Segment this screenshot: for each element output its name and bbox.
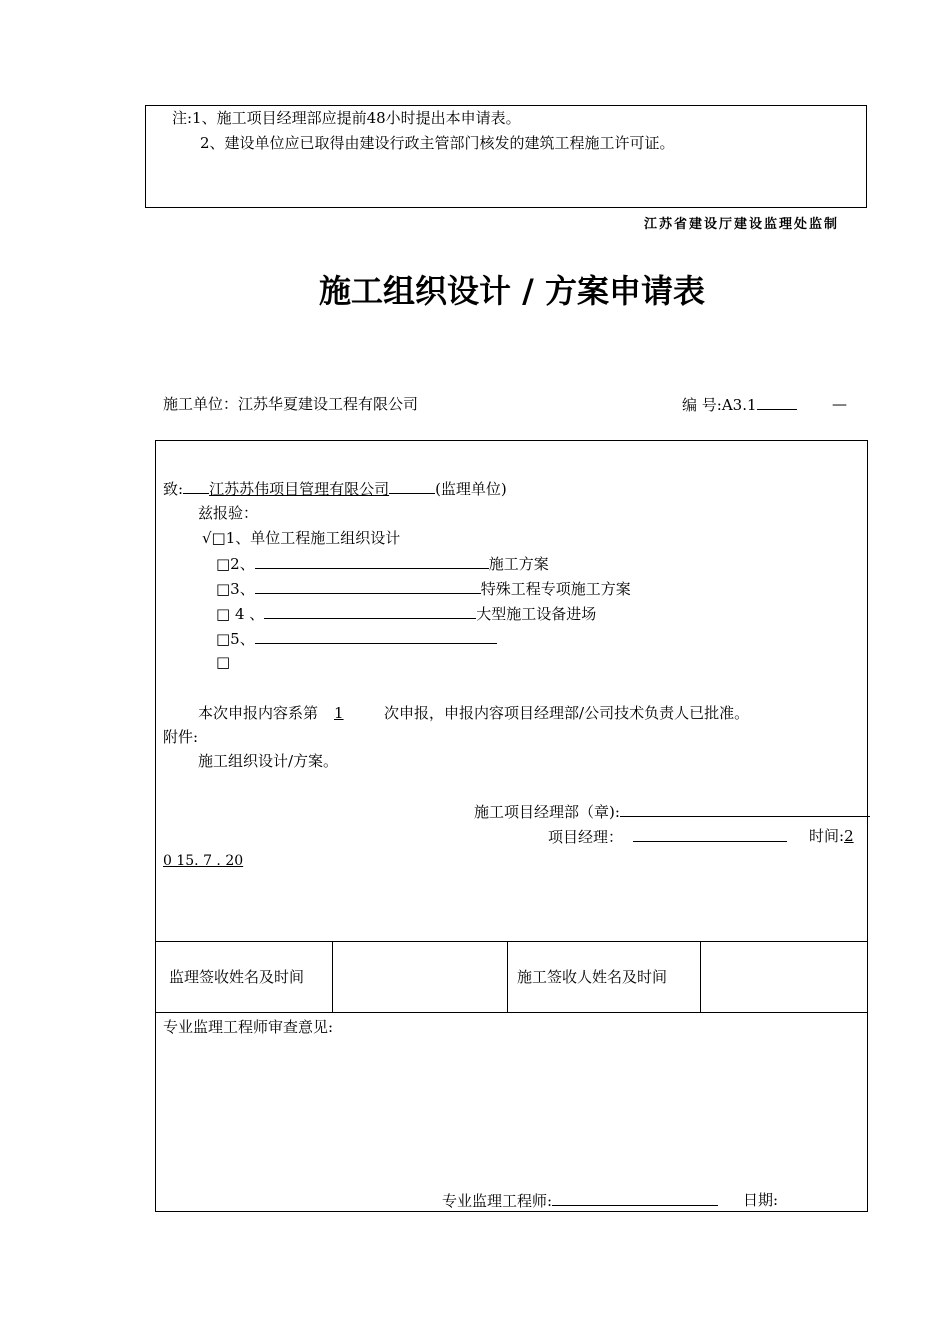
time-rest: 0 15. 7 . 20 [163,853,244,869]
review-opinion-area[interactable] [160,1040,860,1180]
time-value [163,852,251,870]
form-number-label: 编 号:A3.1 [682,396,757,414]
page-title: 施工组织设计 / 方案申请表 [319,272,705,310]
declaration-count[interactable]: 1 [334,704,344,722]
review-opinion-label: 专业监理工程师审查意见: [163,1018,334,1036]
to-suffix: (监理单位) [435,480,507,498]
item-4-blank[interactable] [264,603,476,619]
submit-text: 兹报验： [198,504,259,522]
item-4-checkbox[interactable]: □ 4 、 [216,605,265,623]
project-dept-line [474,801,870,822]
project-dept-label: 施工项目经理部（章): [474,803,620,821]
supervisor-sign-label: 监理签收姓名及时间 [169,968,305,986]
sign-row-divider-2 [507,941,508,1012]
manager-label: 项目经理： [548,828,624,846]
item-2-checkbox[interactable]: □2、 [216,555,255,573]
construction-sign-field[interactable] [702,943,866,1011]
declaration-prefix: 本次申报内容系第 [198,704,319,722]
engineer-field[interactable] [552,1190,718,1206]
declaration-suffix: 次申报，申报内容项目经理部/公司技术负责人已批准。 [384,704,750,722]
attachment-label: 附件: [163,728,199,746]
item-3-label: 特殊工程专项施工方案 [480,580,631,598]
to-line [163,478,507,499]
supervisor-sign-field[interactable] [334,943,506,1011]
item-3 [216,578,631,599]
manager-field[interactable] [633,826,787,842]
item-5 [216,628,497,649]
item-2-blank[interactable] [255,553,489,569]
engineer-line [442,1190,718,1211]
time-first-char: 2 [844,827,854,845]
note-line-2: 2、建设单位应已取得由建设行政主管部门核发的建筑工程施工许可证。 [200,134,675,152]
declaration-line [198,703,749,723]
item-4 [216,603,596,624]
item-2-label: 施工方案 [488,555,549,573]
item-4-label: 大型施工设备进场 [476,605,597,623]
attachment-text: 施工组织设计/方案。 [198,752,339,770]
to-prefix: 致: [163,480,184,498]
item-1-label: 单位工程施工组织设计 [250,529,401,547]
to-blank-lead [183,478,209,494]
project-dept-seal-field[interactable] [620,801,870,817]
sign-row-divider-1 [332,941,333,1012]
note-line-1: 注:1、施工项目经理部应提前48小时提出本申请表。 [172,109,521,127]
time-line [809,826,854,846]
sign-row-top-border [155,941,868,942]
form-number-suffix: — [832,395,847,413]
form-number-blank [757,394,797,410]
item-6 [216,652,230,672]
time-label: 时间: [809,827,845,845]
item-3-checkbox[interactable]: □3、 [216,580,255,598]
item-2 [216,553,549,574]
item-5-blank[interactable] [255,628,497,644]
item-5-checkbox[interactable]: □5、 [216,630,255,648]
date-label: 日期: [743,1191,779,1209]
form-number [682,394,797,415]
item-1-checkbox[interactable]: √□1、 [202,529,251,547]
construction-sign-label: 施工签收人姓名及时间 [517,968,668,986]
item-3-blank[interactable] [255,578,481,594]
item-1 [202,528,400,548]
to-blank-tail [389,478,435,494]
sign-row-divider-3 [700,941,701,1012]
to-company: 江苏苏伟项目管理有限公司 [209,480,390,498]
engineer-label: 专业监理工程师: [442,1192,553,1210]
supervisor-stamp: 江苏省建设厅建设监理处监制 [644,217,840,232]
item-6-checkbox[interactable]: □ [216,653,231,671]
manager-line [548,826,787,847]
sign-row-bottom-border [155,1012,868,1013]
construction-unit-label: 施工单位：江苏华夏建设工程有限公司 [163,395,419,413]
